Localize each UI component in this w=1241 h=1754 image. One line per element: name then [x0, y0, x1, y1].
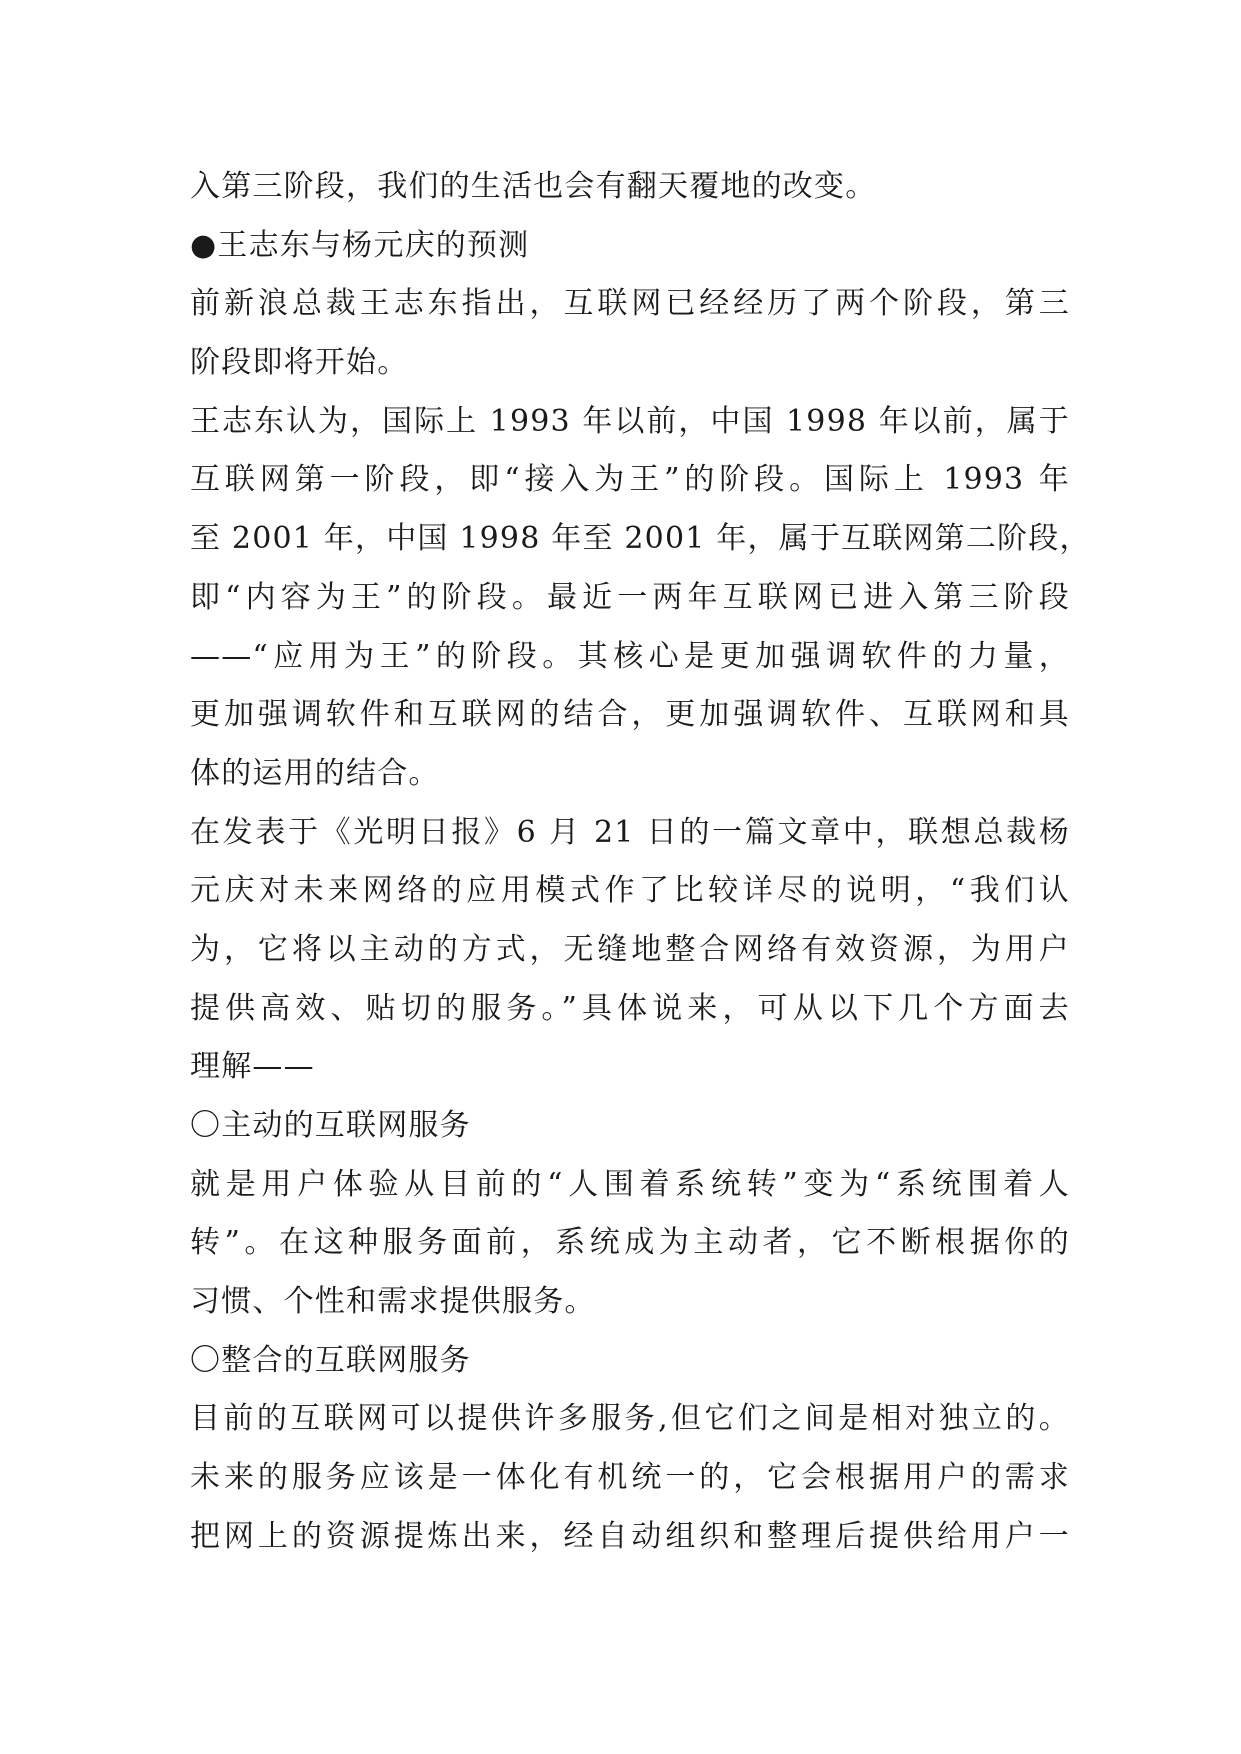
text-line: 就是用户体验从目前的“人围着系统转”变为“系统围着人 — [190, 1166, 1070, 1202]
section-heading: ●王志东与杨元庆的预测 — [190, 227, 530, 263]
text-line: 未来的服务应该是一体化有机统一的，它会根据用户的需求 — [190, 1460, 1070, 1496]
text-line: 体的运用的结合。 — [190, 755, 440, 791]
text-line: 互联网第一阶段，即“接入为王”的阶段。国际上 1993 年 — [190, 462, 1070, 498]
text-line: 理解—— — [190, 1049, 315, 1085]
text-line: 即“内容为王”的阶段。最近一两年互联网已进入第三阶段 — [190, 579, 1070, 615]
text-line: 元庆对未来网络的应用模式作了比较详尽的说明，“我们认 — [190, 873, 1070, 909]
text-line: 至 2001 年，中国 1998 年至 2001 年，属于互联网第二阶段， — [190, 521, 1091, 557]
text-line: 前新浪总裁王志东指出，互联网已经经历了两个阶段，第三 — [190, 286, 1070, 322]
text-line: 更加强调软件和互联网的结合，更加强调软件、互联网和具 — [190, 697, 1070, 733]
document-body — [190, 158, 1091, 1567]
text-line: 目前的互联网可以提供许多服务,但它们之间是相对独立的。 — [190, 1401, 1070, 1437]
text-line: 王志东认为，国际上 1993 年以前，中国 1998 年以前，属于 — [190, 403, 1070, 439]
text-line: 为，它将以主动的方式，无缝地整合网络有效资源，为用户 — [190, 931, 1070, 967]
text-line: 把网上的资源提炼出来，经自动组织和整理后提供给用户一 — [190, 1518, 1070, 1554]
text-line: 提供高效、贴切的服务。”具体说来，可从以下几个方面去 — [190, 990, 1070, 1026]
text-line: 在发表于《光明日报》6 月 21 日的一篇文章中，联想总裁杨 — [190, 814, 1070, 850]
text-line: 阶段即将开始。 — [190, 345, 409, 381]
text-line: 转”。在这种服务面前，系统成为主动者，它不断根据你的 — [190, 1225, 1070, 1261]
text-line: ——“应用为王”的阶段。其核心是更加强调软件的力量， — [190, 638, 1070, 674]
subsection-heading: 〇主动的互联网服务 — [190, 1108, 471, 1143]
text-line: 习惯、个性和需求提供服务。 — [190, 1284, 596, 1320]
text-line: 入第三阶段，我们的生活也会有翻天覆地的改变。 — [190, 169, 877, 204]
subsection-heading: 〇整合的互联网服务 — [190, 1342, 471, 1378]
